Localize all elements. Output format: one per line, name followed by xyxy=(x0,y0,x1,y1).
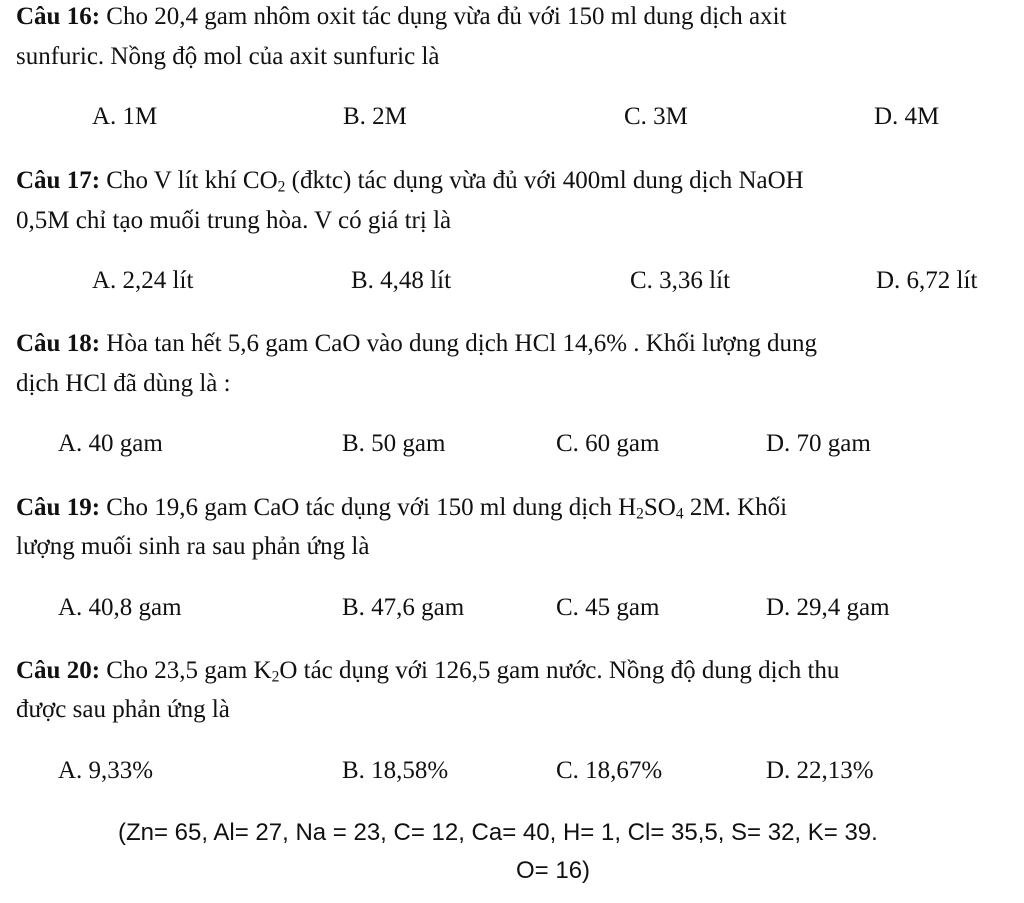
q19-line1 xyxy=(16,493,787,523)
q17-sub: 2 xyxy=(277,178,286,196)
q19-option-a: A. 40,8 gam xyxy=(58,594,182,621)
q17-line1 xyxy=(16,166,804,196)
q18-option-d: D. 70 gam xyxy=(766,430,871,457)
q19-sub1: 2 xyxy=(636,505,644,523)
q17-option-b: B. 4,48 lít xyxy=(351,267,452,294)
q17-option-c: C. 3,36 lít xyxy=(630,267,731,294)
q20-sub: 2 xyxy=(271,668,280,686)
q19-label: Câu 19: xyxy=(16,494,101,521)
q18-text1: Hòa tan hết 5,6 gam CaO vào dung dịch HCl 14,6% . Khối lượng dung xyxy=(100,330,818,357)
q19-option-d: D. 29,4 gam xyxy=(766,594,890,621)
q18-option-c: C. 60 gam xyxy=(556,430,660,457)
q19-option-c: C. 45 gam xyxy=(556,594,660,621)
q20-line1 xyxy=(16,656,839,686)
q19-text1-mid: SO xyxy=(643,494,676,521)
q18-label: Câu 18: xyxy=(16,330,101,357)
atomic-masses-line2: O= 16) xyxy=(516,857,591,884)
q19-line2: lượng muối sinh ra sau phản ứng là xyxy=(16,533,370,560)
q17-label: Câu 17: xyxy=(16,167,101,194)
q19-option-b: B. 47,6 gam xyxy=(342,594,465,621)
q20-option-a: A. 9,33% xyxy=(58,757,154,784)
q17-option-a: A. 2,24 lít xyxy=(92,267,194,294)
q19-text1-pre: Cho 19,6 gam CaO tác dụng với 150 ml dung dịch H xyxy=(100,494,637,521)
q16-label: Câu 16: xyxy=(16,3,101,30)
q16-line1 xyxy=(16,2,786,32)
q18-line2: dịch HCl đã dùng là : xyxy=(16,370,231,397)
q18-option-a: A. 40 gam xyxy=(58,430,163,457)
q20-option-c: C. 18,67% xyxy=(556,757,663,784)
q17-text1-post: (đktc) tác dụng vừa đủ với 400ml dung dịch NaOH xyxy=(285,167,804,194)
q20-label: Câu 20: xyxy=(16,657,101,684)
atomic-masses-line1: (Zn= 65, Al= 27, Na = 23, C= 12, Ca= 40, H= 1, Cl= 35,5, S= 32, K= 39. xyxy=(118,819,878,846)
q20-text1-post: O tác dụng với 126,5 gam nước. Nồng độ dung dịch thu xyxy=(279,657,840,684)
q16-option-a: A. 1M xyxy=(92,103,158,130)
q17-option-d: D. 6,72 lít xyxy=(876,267,978,294)
q20-option-d: D. 22,13% xyxy=(766,757,874,784)
q19-sub2: 4 xyxy=(675,505,684,523)
q20-line2: được sau phản ứng là xyxy=(16,696,230,723)
q16-option-b: B. 2M xyxy=(343,103,407,130)
q18-line1 xyxy=(16,329,817,359)
q20-option-b: B. 18,58% xyxy=(342,757,449,784)
q16-option-c: C. 3M xyxy=(624,103,688,130)
q16-option-d: D. 4M xyxy=(874,103,940,130)
q20-text1-pre: Cho 23,5 gam K xyxy=(100,657,272,684)
q17-text1-pre: Cho V lít khí CO xyxy=(100,167,278,194)
q16-line2: sunfuric. Nồng độ mol của axit sunfuric là xyxy=(16,43,440,70)
q19-text1-post: 2M. Khối xyxy=(683,494,788,521)
q17-line2: 0,5M chỉ tạo muối trung hòa. V có giá trị là xyxy=(16,207,452,234)
q16-text1: Cho 20,4 gam nhôm oxit tác dụng vừa đủ với 150 ml dung dịch axit xyxy=(100,3,787,30)
q18-option-b: B. 50 gam xyxy=(342,430,446,457)
